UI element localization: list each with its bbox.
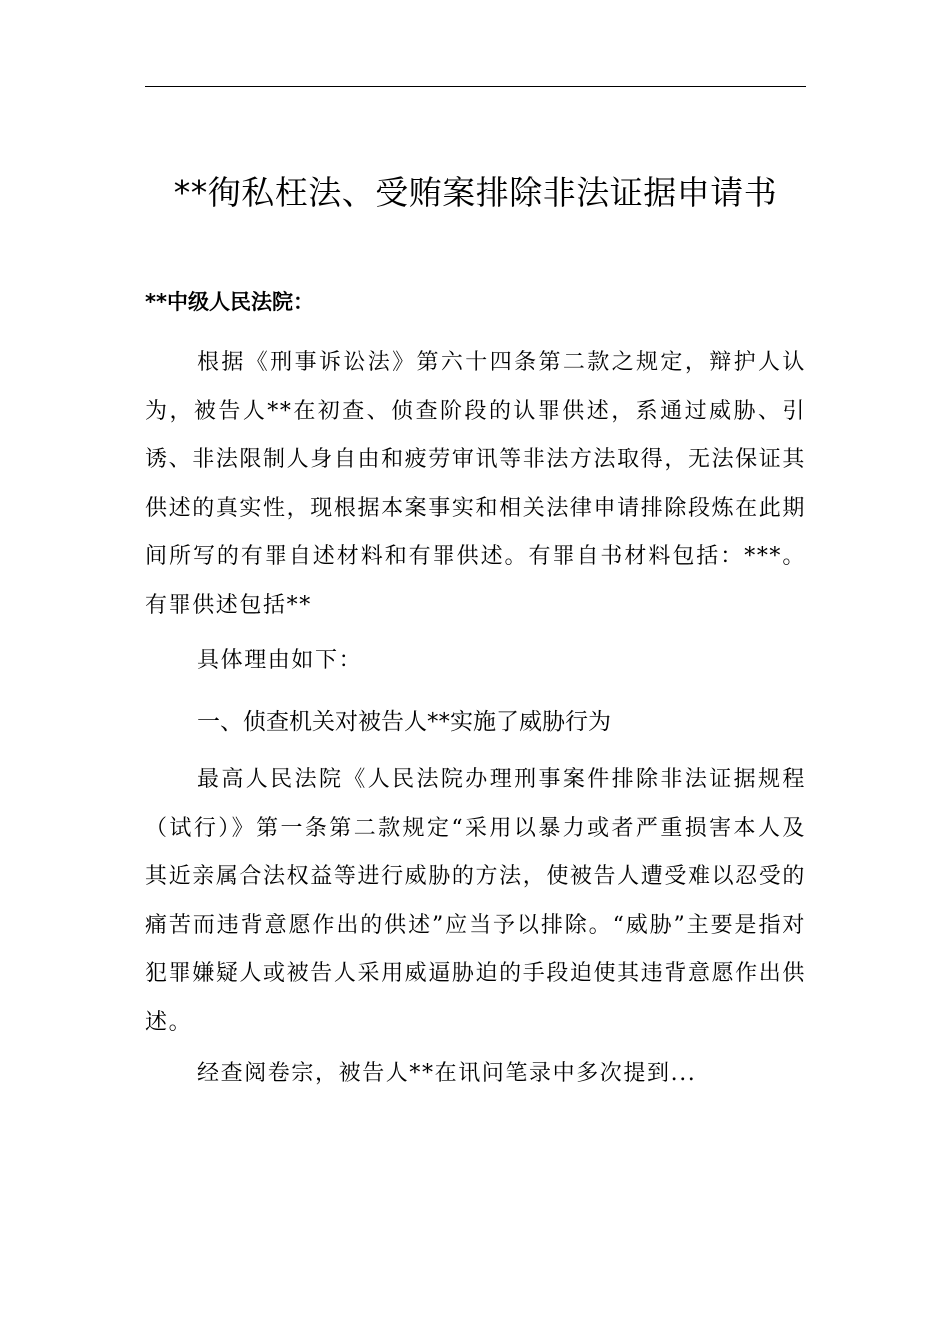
- section-heading-threat: 一、侦查机关对被告人**实施了威胁行为: [197, 709, 611, 735]
- paragraph-request: 根据《刑事诉讼法》第六十四条第二款之规定，辩护人认为，被告人**在初查、侦查阶段的认罪供述，系通过威胁、引诱、非法限制人身自由和疲劳审讯等非法方法取得，无法保证其供述的真实性，现根据本案事实和相关法律申请排除段炼在此期间所写的有罪自述材料和有罪供述。有罪自书材料包括：***。有罪供述包括**: [145, 350, 806, 618]
- header-rule: [145, 86, 806, 87]
- paragraph-legal-basis: 最高人民法院《人民法院办理刑事案件排除非法证据规程（试行）》第一条第二款规定“采用以暴力或者严重损害本人及其近亲属合法权益等进行威胁的方法，使被告人遭受难以忍受的痛苦而违背意愿作出的供述”应当予以排除。“威胁”主要是指对犯罪嫌疑人或被告人采用威逼胁迫的手段迫使其违背意愿作出供述。: [145, 767, 806, 1035]
- paragraph-reasons-intro: 具体理由如下：: [197, 648, 363, 673]
- salutation: **中级人民法院：: [145, 290, 314, 314]
- document-title: **徇私枉法、受贿案排除非法证据申请书: [173, 173, 778, 212]
- paragraph-case-review: 经查阅卷宗，被告人**在讯问笔录中多次提到...: [197, 1061, 697, 1086]
